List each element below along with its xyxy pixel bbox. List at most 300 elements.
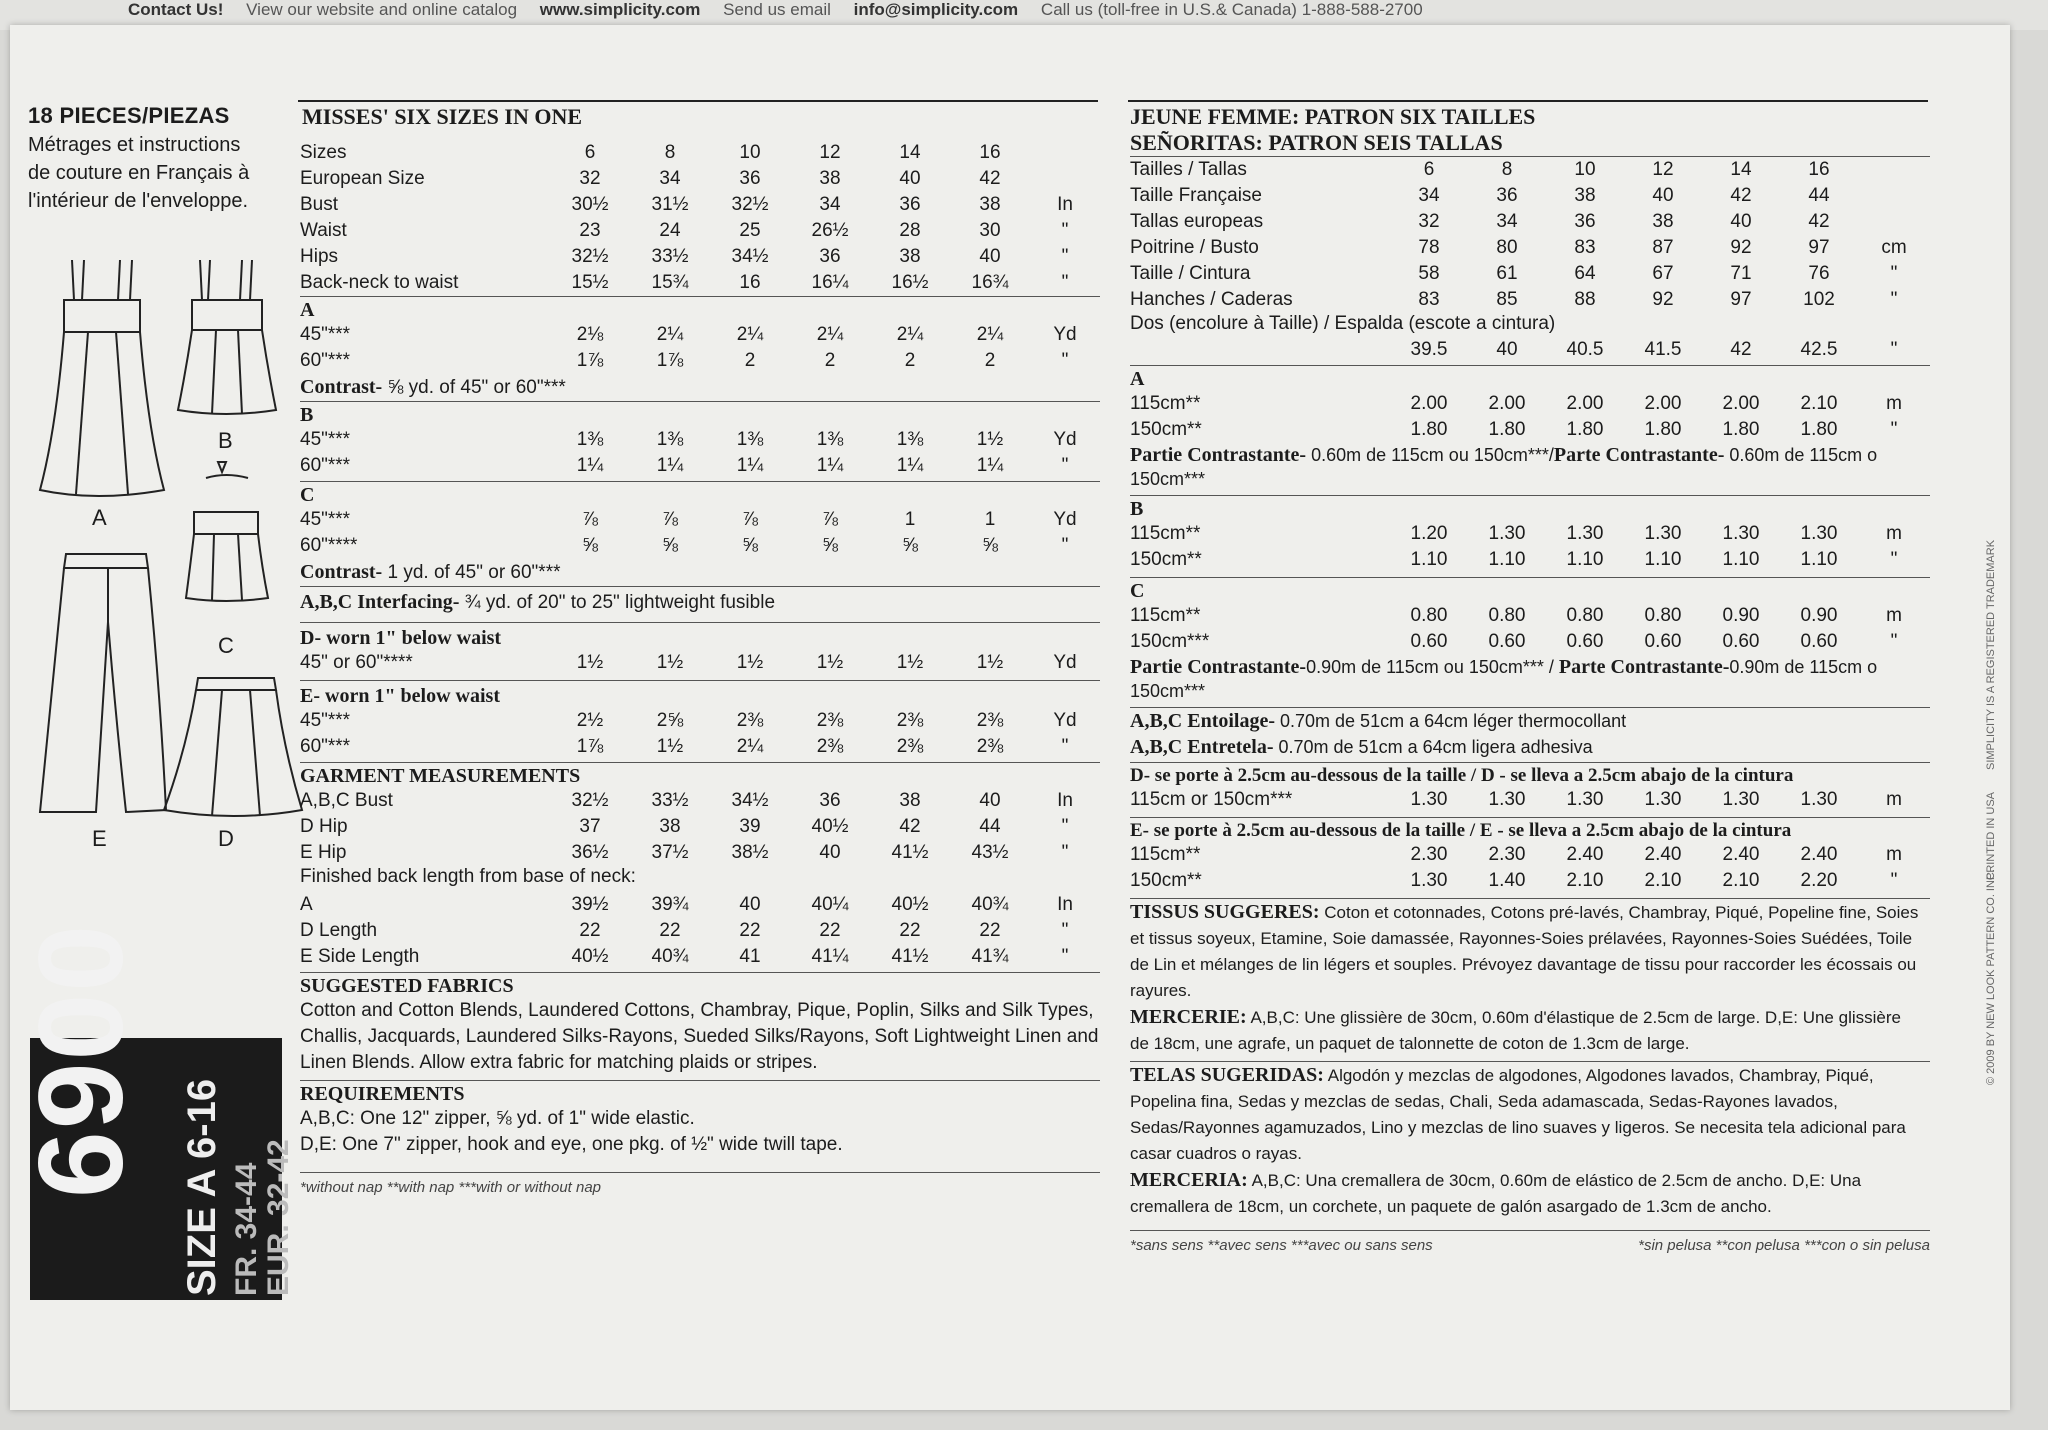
- value-cell: 1.20: [1410, 523, 1448, 544]
- row-label: 115cm**: [1130, 605, 1201, 626]
- divider: [1130, 707, 1930, 708]
- value-cell: 2¼: [656, 324, 684, 345]
- unit-cell: ": [1890, 263, 1898, 284]
- value-cell: ⅝: [742, 535, 758, 556]
- finished-length-table: [300, 892, 1100, 970]
- unit-cell: m: [1886, 523, 1902, 544]
- value-cell: 42: [1730, 185, 1752, 206]
- value-cell: ⅞: [662, 509, 678, 530]
- value-cell: 36: [1496, 185, 1518, 206]
- value-cell: 1⅜: [896, 429, 924, 450]
- contrast-text: 1 yd. of 45" or 60"***: [382, 562, 561, 583]
- value-cell: 67: [1652, 263, 1674, 284]
- table-row: [300, 192, 1100, 218]
- table-row: [300, 507, 1100, 533]
- value-cell: 2¼: [736, 324, 764, 345]
- value-cell: 1.10: [1644, 549, 1682, 570]
- value-cell: 22: [819, 920, 841, 941]
- unit-cell: ": [1890, 870, 1898, 891]
- value-cell: 1½: [576, 652, 604, 673]
- tissus-text: Coton et cotonnades, Cotons pré-lavés, Chambray, Piqué, Popeline fine, Soies et tissus soyeux, Etamine, Soie damassée, Rayonnes-Soies prélavées, Rayonnes-Soies Suédées, Toile de Lin et mélanges de lin légers et souples. Prévoyez davantage de tissu pour raccorder les écossais ou rayures.: [1130, 903, 1919, 1000]
- table-row: [300, 218, 1100, 244]
- value-cell: 1.30: [1566, 789, 1604, 810]
- table-row: [1130, 417, 1930, 443]
- table-row: [1130, 235, 1930, 261]
- divider: [1130, 898, 1930, 899]
- row-label: 150cm***: [1130, 631, 1210, 652]
- row-label: 45"***: [300, 324, 351, 345]
- view-c-top-drawing: [186, 462, 268, 601]
- unit-cell: ": [1061, 350, 1069, 371]
- interfacing-text-es: 0.70m de 51cm a 64cm ligera adhesiva: [1273, 737, 1593, 757]
- table-row: [300, 166, 1100, 192]
- row-label: 45" or 60"****: [300, 652, 413, 673]
- value-cell: 1.10: [1800, 549, 1838, 570]
- divider: [1130, 365, 1930, 366]
- pattern-number: 6900: [14, 923, 148, 1198]
- row-label: 115cm or 150cm***: [1130, 789, 1293, 810]
- mercerie-label: MERCERIE:: [1130, 1006, 1247, 1028]
- row-label: Sizes: [300, 142, 347, 163]
- view-a-metric-table: [1130, 391, 1930, 443]
- unit-cell: [1858, 157, 1930, 183]
- row-label: 150cm**: [1130, 549, 1202, 570]
- unit-cell: cm: [1881, 237, 1907, 258]
- telas-sugeridas: [1130, 1062, 1920, 1167]
- value-cell: 1.30: [1410, 789, 1448, 810]
- value-cell: 2¼: [896, 324, 924, 345]
- value-cell: 2.30: [1488, 844, 1526, 865]
- value-cell: 80: [1496, 237, 1518, 258]
- value-cell: 64: [1574, 263, 1596, 284]
- value-cell: 2¼: [976, 324, 1004, 345]
- value-cell: 34: [659, 168, 681, 189]
- value-cell: 1½: [816, 652, 844, 673]
- view-e-pants-drawing: [40, 554, 166, 812]
- value-cell: 2: [744, 350, 756, 371]
- value-cell: 0.80: [1488, 605, 1526, 626]
- divider: [300, 972, 1100, 973]
- contrast-text-es: 0.60m de 115cm o 150cm***: [1130, 445, 1878, 489]
- value-cell: 1.80: [1488, 419, 1526, 440]
- view-text: View our website and online catalog: [246, 0, 518, 19]
- value-cell: 1.10: [1566, 549, 1604, 570]
- value-cell: 1⅞: [656, 350, 684, 371]
- value-cell: 2.00: [1566, 393, 1604, 414]
- value-cell: 8: [1501, 159, 1513, 180]
- unit-cell: [1030, 140, 1100, 166]
- value-cell: 38½: [731, 842, 769, 863]
- value-cell: 1.80: [1566, 419, 1604, 440]
- interfacing-label-es: A,B,C Entretela-: [1130, 736, 1274, 758]
- view-c-metric-table: [1130, 603, 1930, 655]
- view-a-contrast-fr: [1130, 443, 1930, 491]
- value-cell: 0.80: [1644, 605, 1682, 626]
- table-row: [1130, 183, 1930, 209]
- unit-cell: ": [1890, 289, 1898, 310]
- value-cell: 40½: [811, 816, 849, 837]
- value-cell: 2⅜: [816, 710, 844, 731]
- value-cell: 97: [1730, 289, 1752, 310]
- tissus-label: TISSUS SUGGERES:: [1130, 901, 1320, 923]
- value-cell: 41.5: [1644, 339, 1682, 360]
- view-b-label: B: [218, 428, 233, 453]
- value-cell: 36½: [571, 842, 609, 863]
- divider: [300, 586, 1100, 587]
- unit-cell: Yd: [1053, 652, 1077, 673]
- value-cell: 43½: [971, 842, 1009, 863]
- value-cell: ⅝: [902, 535, 918, 556]
- website-link[interactable]: www.simplicity.com: [539, 0, 701, 19]
- value-cell: 16¾: [971, 272, 1009, 293]
- value-cell: 102: [1803, 289, 1835, 310]
- value-cell: 1¼: [816, 455, 844, 476]
- unit-cell: m: [1886, 605, 1902, 626]
- view-c-contrast: [300, 559, 1100, 586]
- view-d-heading-fr: D- se porte à 2.5cm au-dessous de la taille / D - se lleva a 2.5cm abajo de la cintura: [1130, 765, 1794, 786]
- table-row: [300, 427, 1100, 453]
- value-cell: 32½: [571, 790, 609, 811]
- french-size-range: FR. 34-44: [230, 1162, 263, 1296]
- table-row: [300, 244, 1100, 270]
- view-a-heading: A: [300, 299, 315, 321]
- value-cell: 1¼: [896, 455, 924, 476]
- value-cell: 37: [579, 816, 601, 837]
- contact-label: Contact Us!: [128, 0, 224, 19]
- unit-cell: ": [1890, 419, 1898, 440]
- row-label: Tailles / Tallas: [1130, 159, 1247, 180]
- table-row: [300, 453, 1100, 479]
- table-row: [300, 322, 1100, 348]
- view-a-heading-fr: A: [1130, 368, 1145, 390]
- contrast-label-fr: Partie Contrastante-: [1130, 656, 1307, 678]
- unit-cell: [1858, 183, 1930, 209]
- unit-cell: ": [1890, 631, 1898, 652]
- row-label: 60"***: [300, 455, 351, 476]
- table-row: [300, 814, 1100, 840]
- unit-cell: In: [1057, 194, 1073, 215]
- value-cell: 40: [979, 790, 1001, 811]
- value-cell: 40: [1652, 185, 1674, 206]
- requirements-heading: REQUIREMENTS: [300, 1083, 465, 1105]
- row-label: 150cm**: [1130, 870, 1202, 891]
- value-cell: 34½: [731, 246, 769, 267]
- view-d-heading: D- worn 1" below waist: [300, 627, 502, 649]
- value-cell: 38: [899, 790, 921, 811]
- interfacing-label-fr: A,B,C Entoilage-: [1130, 710, 1275, 732]
- value-cell: 41¾: [971, 946, 1009, 967]
- value-cell: 87: [1652, 237, 1674, 258]
- row-label: A: [300, 894, 313, 915]
- view-a-label: A: [92, 505, 107, 530]
- row-label: 60"***: [300, 350, 351, 371]
- value-cell: 76: [1808, 263, 1830, 284]
- value-cell: 34: [1496, 211, 1518, 232]
- value-cell: 24: [659, 220, 681, 241]
- value-cell: 34½: [731, 790, 769, 811]
- value-cell: 44: [1808, 185, 1830, 206]
- value-cell: 2.00: [1644, 393, 1682, 414]
- value-cell: 6: [1423, 159, 1435, 180]
- table-row: [1130, 629, 1930, 655]
- table-row: [300, 650, 1100, 676]
- value-cell: 38: [659, 816, 681, 837]
- value-cell: 42.5: [1800, 339, 1838, 360]
- row-label: E Side Length: [300, 946, 420, 967]
- table-row: [300, 140, 1100, 166]
- value-cell: 58: [1418, 263, 1440, 284]
- value-cell: 1.30: [1800, 789, 1838, 810]
- view-e-label: E: [92, 826, 107, 851]
- value-cell: 0.60: [1800, 631, 1838, 652]
- back-length-table: [1130, 337, 1930, 363]
- view-a-contrast: [300, 374, 1100, 401]
- contrast-label: Contrast-: [300, 376, 383, 398]
- value-cell: ⅝: [662, 535, 678, 556]
- value-cell: 2⅜: [976, 736, 1004, 757]
- row-label: E Hip: [300, 842, 347, 863]
- value-cell: 1½: [976, 429, 1004, 450]
- french-note-2: de couture en Français à: [28, 162, 250, 184]
- row-label: 60"***: [300, 736, 351, 757]
- value-cell: 1.30: [1722, 789, 1760, 810]
- value-cell: 38: [819, 168, 841, 189]
- view-e-heading: E- worn 1" below waist: [300, 685, 500, 707]
- value-cell: ⅝: [822, 535, 838, 556]
- value-cell: 1⅞: [576, 350, 604, 371]
- view-a-yardage-table: [300, 322, 1100, 374]
- value-cell: 39.5: [1410, 339, 1448, 360]
- table-row: [300, 944, 1100, 970]
- value-cell: 83: [1574, 237, 1596, 258]
- divider: [1128, 100, 1928, 102]
- divider: [1130, 495, 1930, 496]
- value-cell: 12: [1652, 159, 1674, 180]
- value-cell: ⅞: [582, 509, 598, 530]
- value-cell: 1.10: [1410, 549, 1448, 570]
- garment-measurements-heading: GARMENT MEASUREMENTS: [300, 765, 581, 787]
- value-cell: 2.20: [1800, 870, 1838, 891]
- value-cell: 16¼: [811, 272, 849, 293]
- back-length-label: Dos (encolure à Taille) / Espalda (escote a cintura): [1130, 313, 1556, 334]
- value-cell: 2⅜: [976, 710, 1004, 731]
- value-cell: 2.40: [1722, 844, 1760, 865]
- value-cell: 32: [579, 168, 601, 189]
- row-label: Waist: [300, 220, 347, 241]
- value-cell: 1½: [896, 652, 924, 673]
- unit-cell: m: [1886, 393, 1902, 414]
- value-cell: 1¼: [576, 455, 604, 476]
- divider: [300, 401, 1100, 402]
- row-label: 115cm**: [1130, 844, 1201, 865]
- value-cell: 0.60: [1644, 631, 1682, 652]
- value-cell: 32: [1418, 211, 1440, 232]
- value-cell: 1.30: [1488, 523, 1526, 544]
- row-label: 115cm**: [1130, 523, 1201, 544]
- value-cell: 61: [1496, 263, 1518, 284]
- value-cell: 41½: [891, 946, 929, 967]
- contrast-text: ⅝ yd. of 45" or 60"***: [382, 377, 566, 398]
- value-cell: 16: [979, 142, 1001, 163]
- value-cell: 12: [819, 142, 841, 163]
- value-cell: 1.10: [1722, 549, 1760, 570]
- value-cell: 1⅞: [576, 736, 604, 757]
- contrast-label-es: Parte Contrastante-: [1558, 656, 1730, 678]
- value-cell: 0.90: [1800, 605, 1838, 626]
- divider: [1130, 762, 1930, 763]
- value-cell: 1.30: [1644, 523, 1682, 544]
- value-cell: ": [1890, 339, 1898, 360]
- divider: [1130, 1061, 1930, 1062]
- value-cell: 2⅝: [656, 710, 684, 731]
- value-cell: 33½: [651, 790, 689, 811]
- value-cell: 39¾: [651, 894, 689, 915]
- value-cell: ⅞: [822, 509, 838, 530]
- value-cell: 1⅜: [816, 429, 844, 450]
- mercerie-text: A,B,C: Une glissière de 30cm, 0.60m d'élastique de 2.5cm de large. D,E: Une glissière de 18cm, une agrafe, un paquet de talonnette de coton de 1.3cm de large.: [1130, 1008, 1901, 1053]
- view-a-dress-drawing: [40, 260, 164, 496]
- spanish-title: SEÑORITAS: PATRON SEIS TALLAS: [1130, 130, 1503, 155]
- size-range: SIZE A 6-16: [180, 1078, 224, 1296]
- row-label: 60"****: [300, 535, 358, 556]
- view-b-heading-fr: B: [1130, 498, 1144, 520]
- value-cell: 1.80: [1722, 419, 1760, 440]
- contrast-label: Contrast-: [300, 561, 383, 583]
- value-cell: ⅝: [982, 535, 998, 556]
- table-row: [300, 270, 1100, 296]
- value-cell: 8: [664, 142, 676, 163]
- value-cell: 2.10: [1644, 870, 1682, 891]
- interfacing-es: [1130, 734, 1930, 760]
- value-cell: 31½: [651, 194, 689, 215]
- value-cell: 0.60: [1722, 631, 1760, 652]
- tissus-suggeres: [1130, 899, 1920, 1004]
- row-label: [1130, 337, 1390, 363]
- interfacing-text: ¾ yd. of 20" to 25" lightweight fusible: [459, 592, 776, 613]
- table-row: [1130, 209, 1930, 235]
- value-cell: 2¼: [736, 736, 764, 757]
- row-label: Tallas europeas: [1130, 211, 1264, 232]
- value-cell: 1⅜: [576, 429, 604, 450]
- english-yardage-chart: [300, 140, 1100, 1196]
- contrast-label-fr: Partie Contrastante-: [1130, 444, 1307, 466]
- value-cell: 14: [1730, 159, 1752, 180]
- unit-cell: ": [1061, 920, 1069, 941]
- sizes-table: [300, 140, 1100, 296]
- unit-cell: ": [1061, 736, 1069, 757]
- value-cell: 22: [739, 920, 761, 941]
- value-cell: 40: [979, 246, 1001, 267]
- value-cell: 97: [1808, 237, 1830, 258]
- view-b-yardage-table: [300, 427, 1100, 479]
- value-cell: 37½: [651, 842, 689, 863]
- value-cell: 1.80: [1644, 419, 1682, 440]
- view-b-heading: B: [300, 404, 314, 426]
- value-cell: 2⅜: [896, 710, 924, 731]
- row-label: Hips: [300, 246, 339, 267]
- pieces-info: [28, 103, 288, 213]
- value-cell: 38: [1652, 211, 1674, 232]
- view-d-label: D: [218, 826, 234, 851]
- mercerie: [1130, 1004, 1920, 1057]
- row-label: Hanches / Caderas: [1130, 289, 1293, 310]
- view-e-heading-fr: E- se porte à 2.5cm au-dessous de la taille / E - se lleva a 2.5cm abajo de la cintura: [1130, 820, 1792, 841]
- value-cell: 2⅛: [576, 324, 604, 345]
- table-row: [300, 840, 1100, 866]
- row-label: European Size: [300, 168, 425, 189]
- row-label: Taille Française: [1130, 185, 1262, 206]
- table-row: [1130, 287, 1930, 313]
- row-label: Bust: [300, 194, 339, 215]
- row-label: A,B,C Bust: [300, 790, 393, 811]
- value-cell: 2.40: [1566, 844, 1604, 865]
- value-cell: 2.30: [1410, 844, 1448, 865]
- value-cell: 1.40: [1488, 870, 1526, 891]
- value-cell: 23: [579, 220, 601, 241]
- pattern-number-badge: [14, 923, 295, 1300]
- unit-cell: Yd: [1053, 509, 1077, 530]
- value-cell: 85: [1496, 289, 1518, 310]
- value-cell: 2⅜: [896, 736, 924, 757]
- value-cell: 0.90: [1722, 605, 1760, 626]
- value-cell: 15¾: [651, 272, 689, 293]
- table-row: [300, 348, 1100, 374]
- value-cell: 22: [899, 920, 921, 941]
- value-cell: 38: [1574, 185, 1596, 206]
- value-cell: 2.10: [1800, 393, 1838, 414]
- value-cell: 40: [1496, 339, 1518, 360]
- value-cell: 0.60: [1488, 631, 1526, 652]
- value-cell: 40½: [891, 894, 929, 915]
- row-label: 115cm**: [1130, 393, 1201, 414]
- value-cell: 36: [819, 246, 841, 267]
- european-size-range: EUR. 32-42: [262, 1139, 295, 1296]
- value-cell: 40¾: [971, 894, 1009, 915]
- divider: [1130, 577, 1930, 578]
- value-cell: 2.00: [1410, 393, 1448, 414]
- value-cell: 1: [984, 509, 996, 530]
- contrast-text-fr: 0.90m de 115cm ou 150cm*** /: [1306, 657, 1559, 677]
- send-text: Send us email: [723, 0, 831, 19]
- unit-cell: [1030, 166, 1100, 192]
- value-cell: 22: [659, 920, 681, 941]
- value-cell: 15½: [571, 272, 609, 293]
- value-cell: 34: [1418, 185, 1440, 206]
- suggested-fabrics-text: Cotton and Cotton Blends, Laundered Cottons, Chambray, Pique, Poplin, Silks and Silk Types, Challis, Jacquards, Laundered Silks-Rayons, Sueded Silks/Rayons, Soft Lightweight Linen and Linen Blends. Allow extra fabric for matching plaids or stripes.: [300, 1000, 1099, 1073]
- merceria: [1130, 1167, 1920, 1220]
- interfacing-text-fr: 0.70m de 51cm a 64cm léger thermocollant: [1275, 711, 1627, 731]
- value-cell: 1¼: [976, 455, 1004, 476]
- email-link[interactable]: info@simplicity.com: [853, 0, 1019, 19]
- value-cell: 42: [979, 168, 1001, 189]
- copyright-notice: © 2009 BY NEW LOOK PATTERN CO. INC.: [1985, 869, 1997, 1085]
- value-cell: 2.40: [1644, 844, 1682, 865]
- value-cell: 42: [1730, 339, 1752, 360]
- row-label: 150cm**: [1130, 419, 1202, 440]
- value-cell: 32½: [731, 194, 769, 215]
- value-cell: 38: [979, 194, 1001, 215]
- value-cell: 25: [739, 220, 761, 241]
- table-row: [1130, 547, 1930, 573]
- view-c-heading: C: [300, 484, 315, 506]
- unit-cell: m: [1886, 844, 1902, 865]
- table-row: [1130, 521, 1930, 547]
- value-cell: 16: [739, 272, 761, 293]
- divider: [300, 1080, 1100, 1081]
- table-row: [300, 533, 1100, 559]
- table-row: [1130, 391, 1930, 417]
- value-cell: 33½: [651, 246, 689, 267]
